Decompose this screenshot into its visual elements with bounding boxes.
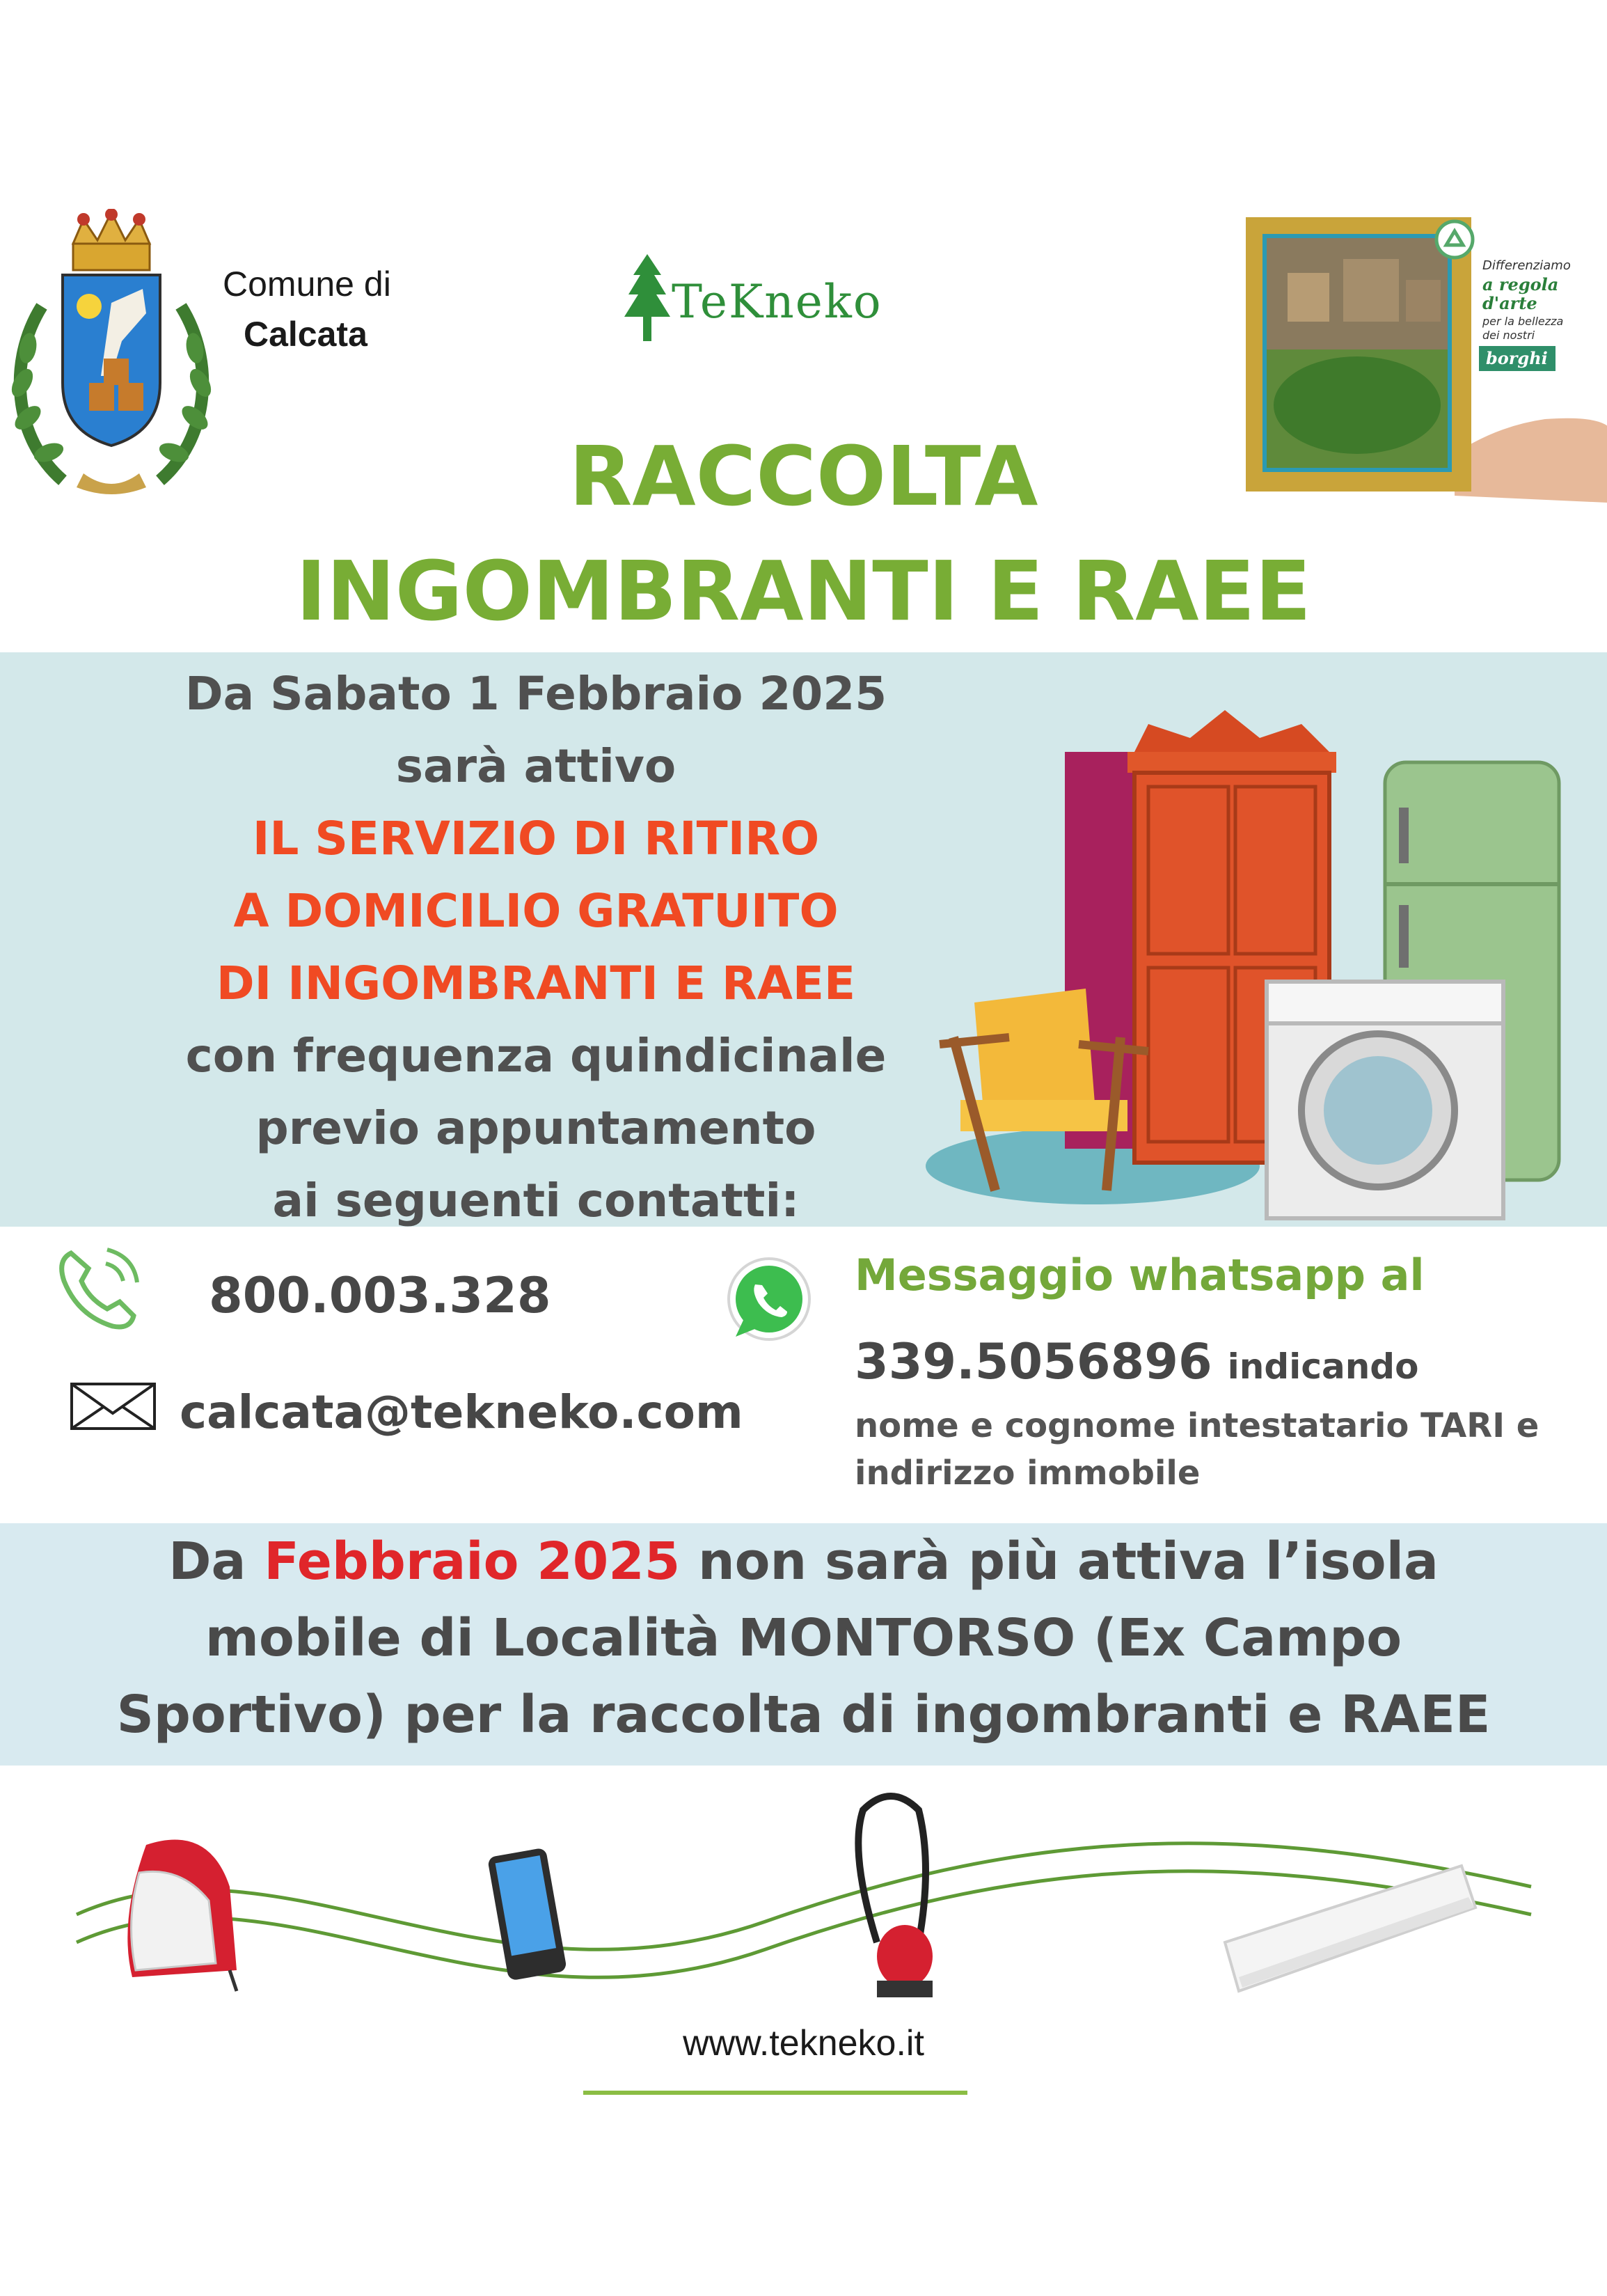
- campaign-line-2: a regola: [1482, 274, 1559, 294]
- service-line-3: IL SERVIZIO DI RITIRO: [252, 812, 820, 865]
- whatsapp-number[interactable]: 339.5056896: [855, 1333, 1212, 1390]
- service-line-7: previo appuntamento: [255, 1101, 816, 1155]
- vacuum-icon: [858, 1796, 933, 1997]
- service-line-6: con frequenza quindicinale: [185, 1029, 887, 1083]
- notice-date: Febbraio 2025: [264, 1532, 681, 1591]
- whatsapp-note-1: nome e cognome intestatario TARI e: [855, 1406, 1539, 1445]
- notice-line-1a: Da: [168, 1532, 264, 1591]
- website-underline: [583, 2091, 967, 2095]
- campaign-line-3: d'arte: [1482, 293, 1537, 313]
- iron-icon: [127, 1840, 237, 1992]
- whatsapp-heading: Messaggio whatsapp al: [855, 1250, 1425, 1300]
- notice-line-2: mobile di Località MONTORSO (Ex Campo: [205, 1608, 1402, 1668]
- service-text: [97, 658, 974, 1237]
- whatsapp-indicando: indicando: [1227, 1346, 1419, 1387]
- whatsapp-note-2: indirizzo immobile: [855, 1454, 1201, 1493]
- campaign-line-1: Differenziamo: [1482, 258, 1571, 273]
- notice-line-1c: non sarà più attiva l’isola: [680, 1532, 1439, 1591]
- mail-icon: [70, 1382, 157, 1431]
- air-conditioner-icon: [1225, 1866, 1475, 1991]
- service-line-5: DI INGOMBRANTI E RAEE: [216, 957, 856, 1010]
- whatsapp-line: [855, 1333, 1418, 1390]
- tekneko-tree-icon: [623, 254, 672, 345]
- appliance-strip: [70, 1782, 1545, 2012]
- campaign-line-6: borghi: [1486, 348, 1548, 368]
- service-line-2: sarà attivo: [395, 739, 676, 793]
- brand-name: TeKneko: [672, 275, 882, 329]
- service-line-4: A DOMICILIO GRATUITO: [233, 884, 839, 938]
- website-link[interactable]: www.tekneko.it: [683, 2023, 924, 2063]
- phone-icon: [50, 1239, 148, 1337]
- whatsapp-icon: [720, 1253, 818, 1351]
- notice-line-1: [0, 1532, 1607, 1591]
- comune-prefix: Comune di: [223, 265, 391, 304]
- comune-label: [223, 259, 391, 359]
- campaign-line-4: per la bellezza: [1482, 315, 1564, 328]
- furniture-illustration: [919, 710, 1587, 1225]
- title-line-2: INGOMBRANTI E RAEE: [296, 543, 1311, 639]
- smartphone-icon: [487, 1848, 567, 1981]
- service-line-1: Da Sabato 1 Febbraio 2025: [184, 667, 887, 721]
- service-line-8: ai seguenti contatti:: [272, 1174, 800, 1227]
- comune-name: Calcata: [244, 315, 367, 354]
- phone-number[interactable]: 800.003.328: [209, 1267, 551, 1324]
- title-line-1: RACCOLTA: [569, 428, 1038, 524]
- notice-line-3: Sportivo) per la raccolta di ingombranti e RAEE: [116, 1685, 1491, 1745]
- email-address[interactable]: calcata@tekneko.com: [180, 1385, 743, 1439]
- campaign-line-5: dei nostri: [1482, 329, 1535, 342]
